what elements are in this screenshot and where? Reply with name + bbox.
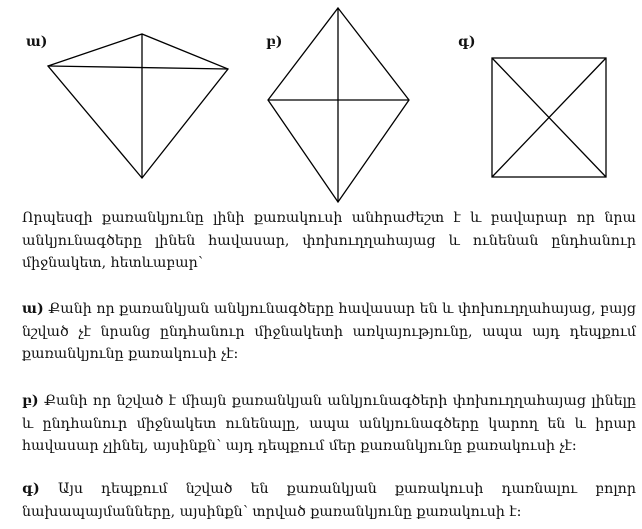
figures-area <box>0 0 642 210</box>
answer-c-text: Այս դեպքում նշված են քառանկյան քառակուսի դառնալու բոլոր նախապայմանները, այսինքն՝ տրված քառանկյունը քառակուսի է: <box>22 481 636 520</box>
intro-paragraph <box>22 207 636 275</box>
figure-label-a: ա) <box>26 34 48 50</box>
answer-b-paragraph <box>22 390 636 458</box>
figure-c-square <box>0 0 642 210</box>
answer-c-label: գ) <box>22 481 40 497</box>
answer-b-text: Քանի որ նշված է միայն քառանկյան անկյունագծերի փոխուղղահայաց լինելը և ընդհանուր միջնակետ ունենալը, ապա անկյունագծերը կարող են և իրար հավասար չլինել, այսինքն՝ այդ դեպքում մեր քառանկյունը քառակուսի չէ: <box>22 393 636 454</box>
answer-b-label: բ) <box>22 393 39 409</box>
intro-text: Որպեսզի քառանկյունը լինի քառակուսի անհրաժեշտ է և բավարար որ նրա անկյունագծերը լինեն հավասար, փոխուղղահայաց և ունենան ընդհանուր միջնակետ, հետևաբար՝ <box>22 210 636 271</box>
answer-a-paragraph <box>22 298 636 366</box>
answer-c-paragraph <box>22 478 636 523</box>
figure-label-b: բ) <box>266 34 283 50</box>
answer-a-text: Քանի որ քառանկյան անկյունագծերը հավասար են և փոխուղղահայաց, բայց նշված չէ նրանց ընդհանուր միջնակետի առկայությունը, ապա այդ դեպքում քառանկյունը քառակուսի չէ: <box>22 301 636 362</box>
figure-label-c: գ) <box>458 34 476 50</box>
answer-a-label: ա) <box>22 301 44 317</box>
